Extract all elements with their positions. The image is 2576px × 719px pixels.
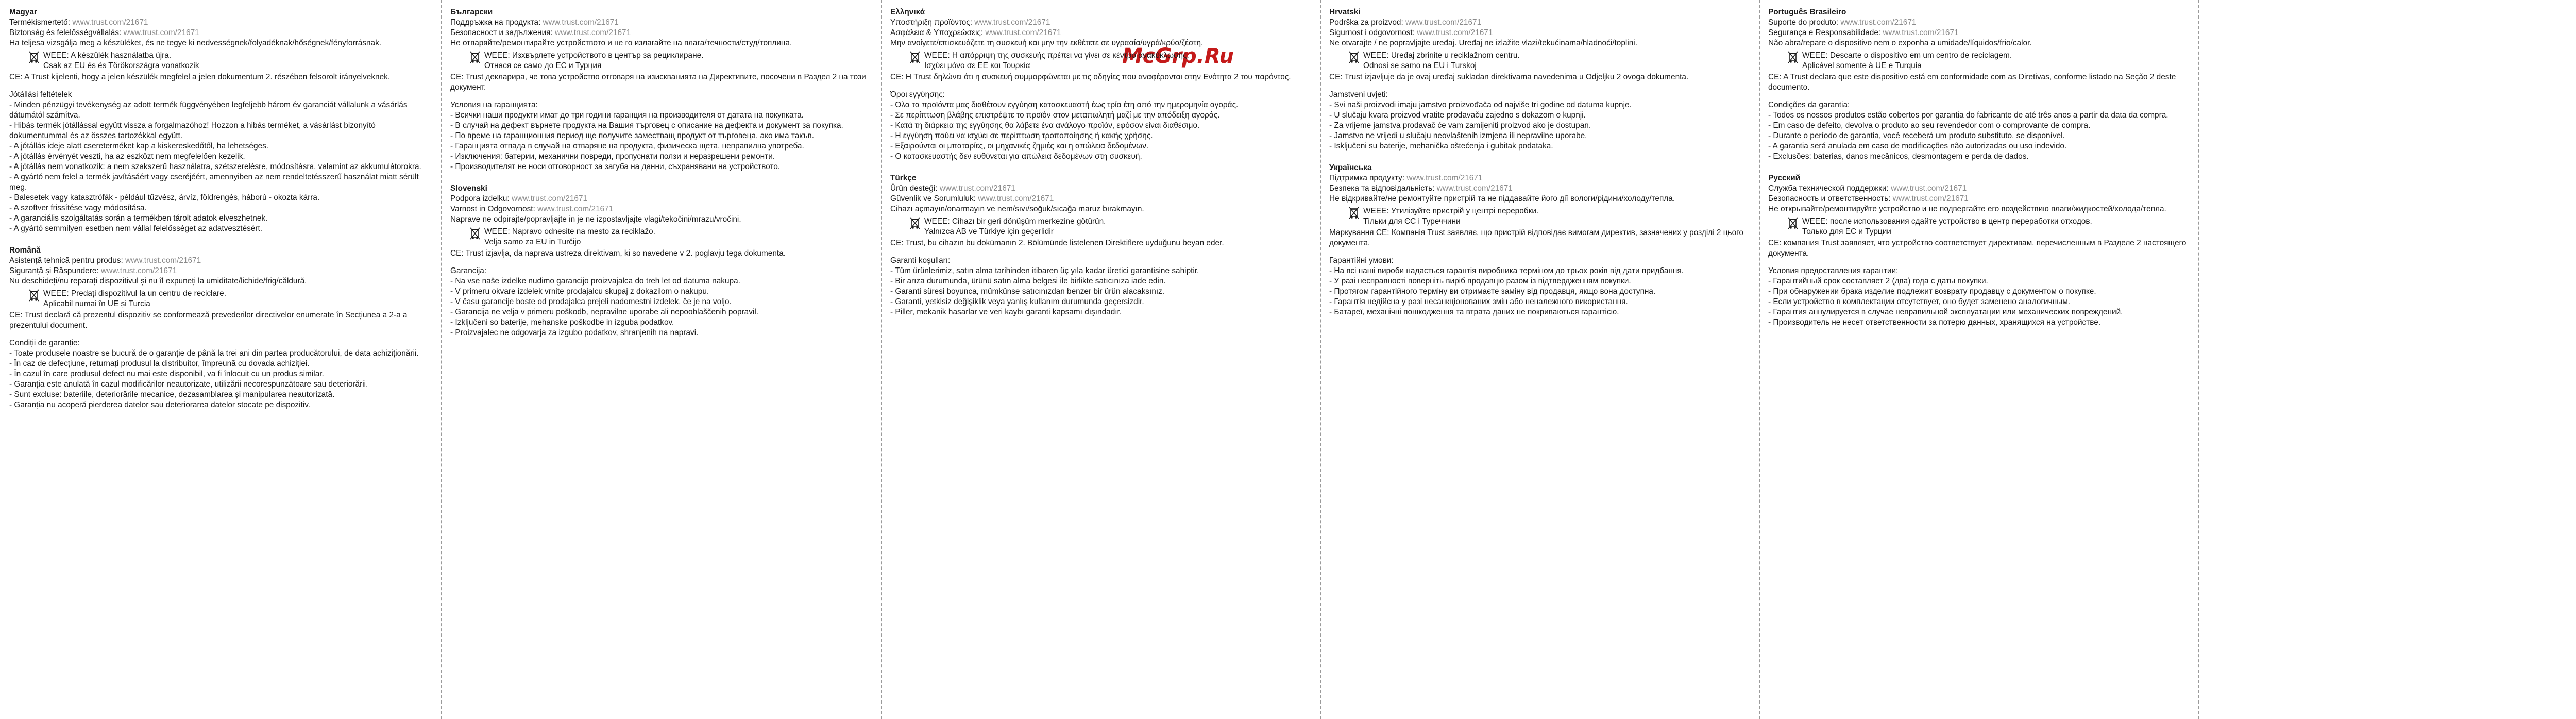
support-label: Suporte do produto: bbox=[1768, 18, 1839, 27]
support-label: Служба технической поддержки: bbox=[1768, 184, 1889, 193]
warranty-heading: Garancija: bbox=[450, 266, 487, 275]
weee-line: Csak az EU és és Törökországra vonatkozik bbox=[43, 61, 199, 70]
support-line bbox=[9, 28, 433, 38]
support-url: www.trust.com/21671 bbox=[985, 28, 1061, 37]
language-heading: Română bbox=[9, 246, 41, 255]
support-url: www.trust.com/21671 bbox=[1417, 28, 1493, 37]
weee-notice bbox=[1768, 216, 2190, 237]
weee-text bbox=[1363, 51, 1520, 71]
support-label: Ürün desteği: bbox=[890, 184, 938, 193]
warranty-item: - У разі несправності поверніть виріб продавцю разом із підтвердженням покупки. bbox=[1329, 277, 1631, 286]
support-line bbox=[1329, 28, 1751, 38]
warranty-item: - A garantia será anulada em caso de modificações não autorizadas ou uso indevido. bbox=[1768, 142, 2067, 151]
weee-notice bbox=[9, 51, 433, 71]
warranty-item: - În cazul în care produsul defect nu mai este disponibil, va fi înlocuit cu un produs similar. bbox=[9, 370, 324, 378]
weee-notice bbox=[890, 51, 1312, 71]
support-line bbox=[1329, 38, 1751, 48]
support-line bbox=[1768, 18, 2190, 28]
warranty-heading: Jamstveni uvjeti: bbox=[1329, 90, 1388, 99]
language-block bbox=[890, 173, 1312, 317]
support-label: Безопасность и ответственность: bbox=[1768, 194, 1891, 203]
crossed-out-wheelie-bin-icon bbox=[1348, 206, 1360, 220]
warranty-item: - Garancija ne velja v primeru poškodb, nepravilne uporabe ali nepooblaščenih popravil. bbox=[450, 308, 759, 316]
spacer bbox=[890, 250, 1312, 256]
crossed-out-wheelie-bin-icon bbox=[1348, 51, 1360, 64]
weee-text bbox=[43, 289, 226, 309]
support-url: www.trust.com/21671 bbox=[1436, 184, 1513, 193]
ce-statement: CE: Trust declară că prezentul dispozitiv se conformează prevederilor directivelor enumerate în Secțiunea a 2-a a prezentului document. bbox=[9, 311, 408, 330]
warranty-heading: Condições da garantia: bbox=[1768, 101, 1850, 109]
weee-notice bbox=[9, 289, 433, 309]
support-line bbox=[1329, 183, 1751, 194]
crossed-out-wheelie-bin-icon bbox=[28, 51, 40, 64]
support-line bbox=[450, 204, 873, 214]
warranty-item: - На всі наші вироби надається гарантія виробника терміном до трьох років від дати придбання. bbox=[1329, 266, 1684, 275]
language-heading: Українська bbox=[1329, 163, 1372, 172]
support-label: Не открывайте/ремонтируйте устройство и не подвергайте его воздействию влаги/жидкостей/холода/тепла. bbox=[1768, 205, 2166, 213]
column-pt-ru bbox=[1759, 0, 2198, 719]
warranty-item: - Svi naši proizvodi imaju jamstvo proizvođača od najviše tri godine od datuma kupnje. bbox=[1329, 101, 1632, 109]
warranty-item: - Протягом гарантійного терміну ви отримаєте заміну від продавця, якщо вона доступна. bbox=[1329, 287, 1656, 296]
weee-line: WEEE: Predați dispozitivul la un centru de reciclare. bbox=[43, 289, 226, 298]
support-url: www.trust.com/21671 bbox=[1883, 28, 1959, 37]
weee-line: Velja samo za EU in Turčijo bbox=[484, 238, 581, 246]
weee-notice bbox=[450, 227, 873, 247]
support-line bbox=[450, 38, 873, 48]
language-heading: Ελληνικά bbox=[890, 8, 925, 16]
support-url: www.trust.com/21671 bbox=[939, 184, 1015, 193]
warranty-heading: Условия предоставления гарантии: bbox=[1768, 266, 1899, 275]
support-label: Naprave ne odpirajte/popravljajte in je ne izpostavljajte vlagi/tekočini/mrazu/vročini. bbox=[450, 215, 741, 224]
warranty-item: - Гарантія недійсна у разі несанкціонованих змін або неналежного використання. bbox=[1329, 297, 1628, 306]
support-label: Безпека та відповідальність: bbox=[1329, 184, 1435, 193]
weee-text bbox=[484, 227, 655, 247]
support-label: Поддръжка на продукта: bbox=[450, 18, 541, 27]
spacer bbox=[890, 85, 1312, 90]
weee-notice bbox=[1768, 51, 2190, 71]
spacer bbox=[450, 95, 873, 100]
warranty-item: - Всички наши продукти имат до три години гаранция на производителя от датата на покупката. bbox=[450, 111, 804, 120]
weee-line: Odnosi se samo na EU i Turskoj bbox=[1363, 61, 1477, 70]
warranty-item: - V primeru okvare izdelek vrnite prodajalcu skupaj z dokazilom o nakupu. bbox=[450, 287, 709, 296]
warranty-item: - U slučaju kvara proizvod vratite prodavaču zajedno s dokazom o kupnji. bbox=[1329, 111, 1586, 120]
support-label: Asistență tehnică pentru produs: bbox=[9, 256, 123, 265]
support-url: www.trust.com/21671 bbox=[123, 28, 199, 37]
column-hu-ro bbox=[0, 0, 441, 719]
ce-statement: CE: компания Trust заявляет, что устройство соответствует директивам, перечисленным в Разделе 2 настоящего документа. bbox=[1768, 239, 2187, 258]
spacer bbox=[9, 333, 433, 338]
support-label: Ασφάλεια & Υποχρεώσεις: bbox=[890, 28, 984, 37]
support-label: Μην ανοίγετε/επισκευάζετε τη συσκευή και μην την εκθέτετε σε υγρασία/υγρά/κρύο/ζέστη. bbox=[890, 39, 1204, 47]
warranty-heading: Garanti koşulları: bbox=[890, 256, 951, 265]
warranty-item: - Производитель не несет ответственности за потерю данных, хранящихся на устройстве. bbox=[1768, 318, 2101, 327]
language-heading: Magyar bbox=[9, 8, 37, 16]
warranty-item: - A jótállás nem vonatkozik: a nem szakszerű használatra, szétszerelésre, módosításra, valamint az akkumulátorokra. bbox=[9, 162, 421, 171]
support-label: Segurança e Responsabilidade: bbox=[1768, 28, 1881, 37]
warranty-item: - A garanciális szolgáltatás során a termékben tárolt adatok elveszhetnek. bbox=[9, 214, 268, 223]
warranty-item: - Garanția nu acoperă pierderea datelor sau deteriorarea datelor stocate pe dispozitiv. bbox=[9, 400, 311, 409]
warranty-item: - Na vse naše izdelke nudimo garancijo proizvajalca do treh let od datuma nakupa. bbox=[450, 277, 740, 286]
support-url: www.trust.com/21671 bbox=[543, 18, 619, 27]
weee-text bbox=[924, 216, 1106, 237]
language-heading: Português Brasileiro bbox=[1768, 8, 1846, 16]
support-url: www.trust.com/21671 bbox=[511, 194, 588, 203]
warranty-heading: Гарантійні умови: bbox=[1329, 256, 1394, 265]
warranty-item: - Гарантия аннулируется в случае неправильной эксплуатации или механических повреждений. bbox=[1768, 308, 2123, 316]
language-heading: Hrvatski bbox=[1329, 8, 1361, 16]
support-label: Termékismertető: bbox=[9, 18, 71, 27]
support-line bbox=[1329, 173, 1751, 183]
support-line bbox=[450, 28, 873, 38]
warranty-item: - Exclusões: baterias, danos mecânicos, desmontagem e perda de dados. bbox=[1768, 152, 2029, 161]
warranty-item: - Производителят не носи отговорност за загуба на данни, съхранявани на устройството. bbox=[450, 162, 781, 171]
support-line bbox=[1768, 183, 2190, 194]
support-label: Biztonság és felelősségvállalás: bbox=[9, 28, 122, 37]
language-heading: Slovenski bbox=[450, 184, 487, 193]
weee-line: Aplicabil numai în UE și Turcia bbox=[43, 299, 150, 308]
warranty-item: - При обнаружении брака изделие подлежит возврату продавцу с документом о покупке. bbox=[1768, 287, 2096, 296]
weee-text bbox=[1802, 216, 2092, 237]
crossed-out-wheelie-bin-icon bbox=[909, 51, 921, 64]
spacer bbox=[1768, 95, 2190, 100]
weee-line: WEEE: Утилізуйте пристрій у центрі переробки. bbox=[1363, 207, 1539, 215]
language-block bbox=[1329, 7, 1751, 152]
warranty-item: - Η εγγύηση παύει να ισχύει σε περίπτωση τροποποίησης ή κακής χρήσης. bbox=[890, 131, 1153, 140]
warranty-heading: Όροι εγγύησης: bbox=[890, 90, 945, 99]
support-url: www.trust.com/21671 bbox=[1840, 18, 1917, 27]
support-url: www.trust.com/21671 bbox=[555, 28, 631, 37]
weee-line: WEEE: после использования сдайте устройство в центр переработки отходов. bbox=[1802, 217, 2092, 226]
support-line bbox=[1768, 194, 2190, 204]
warranty-item: - Bir arıza durumunda, ürünü satın alma belgesi ile birlikte satıcınıza iade edin. bbox=[890, 277, 1166, 286]
support-line bbox=[9, 266, 433, 276]
warranty-item: - Гарантийный срок составляет 2 (два) года с даты покупки. bbox=[1768, 277, 1988, 286]
language-block bbox=[450, 7, 873, 172]
language-heading: Русский bbox=[1768, 174, 1801, 182]
support-line bbox=[890, 194, 1312, 204]
warranty-item: - A jótállás érvényét veszti, ha az eszközt nem megfelelően kezelik. bbox=[9, 152, 245, 161]
language-block bbox=[450, 183, 873, 338]
weee-line: Ισχύει μόνο σε ΕΕ και Τουρκία bbox=[924, 61, 1030, 70]
warranty-item: - Todos os nossos produtos estão cobertos por garantia do fabricante de até três anos a partir da data da compra. bbox=[1768, 111, 2168, 120]
language-block bbox=[9, 245, 433, 410]
warranty-item: - Батареї, механічні пошкодження та втрата даних не покриваються гарантією. bbox=[1329, 308, 1619, 316]
weee-notice bbox=[1329, 51, 1751, 71]
support-line bbox=[450, 214, 873, 225]
support-line bbox=[890, 28, 1312, 38]
support-line bbox=[890, 204, 1312, 214]
language-block bbox=[1768, 7, 2190, 162]
ce-statement: CE: Trust, bu cihazın bu dokümanın 2. Bölümünde listelenen Direktiflere uyduğunu beyan eder. bbox=[890, 239, 1224, 247]
support-line bbox=[1329, 194, 1751, 204]
warranty-item: - A jótállás ideje alatt csereterméket kap a kiskereskedőtől, ha lehetséges. bbox=[9, 142, 269, 151]
warranty-item: - Ο κατασκευαστής δεν ευθύνεται για απώλεια δεδομένων στη συσκευή. bbox=[890, 152, 1142, 161]
weee-notice bbox=[890, 216, 1312, 237]
warranty-item: - Εξαιρούνται οι μπαταρίες, οι μηχανικές ζημιές και η απώλεια δεδομένων. bbox=[890, 142, 1149, 151]
crossed-out-wheelie-bin-icon bbox=[1787, 216, 1799, 230]
crossed-out-wheelie-bin-icon bbox=[28, 289, 40, 302]
weee-line: WEEE: Cihazı bir geri dönüşüm merkezine götürün. bbox=[924, 217, 1106, 226]
support-url: www.trust.com/21671 bbox=[1891, 184, 1967, 193]
support-line bbox=[1329, 18, 1751, 28]
warranty-heading: Condiții de garanție: bbox=[9, 339, 80, 347]
support-line bbox=[890, 183, 1312, 194]
ce-statement: CE: A Trust kijelenti, hogy a jelen készülék megfelel a jelen dokumentum 2. részében felsorolt irányelveknek. bbox=[9, 73, 391, 81]
support-line bbox=[1768, 28, 2190, 38]
warranty-item: - Hibás termék jótállással együtt vissza a forgalmazóhoz! Hozzon a hibás terméket, a vásárlást bizonyító dokumentummal és az összes tartozékkal együtt. bbox=[9, 121, 376, 140]
warranty-item: - Garanția este anulată în cazul modificărilor neautorizate, utilizării necorespunzătoare sau deteriorării. bbox=[9, 380, 368, 389]
support-label: Не відкривайте/не ремонтуйте пристрій та не піддавайте його дії вологи/рідини/холоду/тепла. bbox=[1329, 194, 1675, 203]
support-url: www.trust.com/21671 bbox=[1892, 194, 1969, 203]
warranty-item: - По време на гаранционния период ще получите заместващ продукт от търговеца, ако има такъв. bbox=[450, 131, 815, 140]
warranty-item: - Гаранцията отпада в случай на отваряне на продукта, физическа щета, неправилна употреба. bbox=[450, 142, 804, 151]
support-label: Güvenlik ve Sorumluluk: bbox=[890, 194, 976, 203]
warranty-item: - A szoftver frissítése vagy módosítása. bbox=[9, 204, 147, 212]
support-label: Sigurnost i odgovornost: bbox=[1329, 28, 1415, 37]
crossed-out-wheelie-bin-icon bbox=[469, 51, 481, 64]
support-label: Cihazı açmayın/onarmayın ve nem/sıvı/soğuk/sıcağa maruz bırakmayın. bbox=[890, 205, 1144, 213]
spacer bbox=[9, 85, 433, 90]
warranty-item: - A gyártó nem felel a termék javításáért vagy cseréjéért, amennyiben az nem rendeltetésszerű használat miatt sérült meg. bbox=[9, 173, 419, 192]
weee-text bbox=[924, 51, 1189, 71]
spacer bbox=[450, 261, 873, 266]
support-url: www.trust.com/21671 bbox=[537, 205, 614, 213]
warranty-item: - Durante o período de garantia, você receberá um produto substituto, se disponível. bbox=[1768, 131, 2065, 140]
weee-text bbox=[1802, 51, 2012, 71]
support-line bbox=[890, 38, 1312, 48]
warranty-item: - Za vrijeme jamstva prodavač će vam zamijeniti proizvod ako je dostupan. bbox=[1329, 121, 1591, 130]
weee-line: Только для ЕС и Турции bbox=[1802, 227, 1891, 236]
support-label: Não abra/repare o dispositivo nem o exponha a umidade/líquidos/frio/calor. bbox=[1768, 39, 2032, 47]
weee-notice bbox=[1329, 206, 1751, 227]
warranty-item: - Tüm ürünlerimiz, satın alma tarihinden itibaren üç yıla kadar üretici garantisine sahiptir. bbox=[890, 266, 1199, 275]
support-url: www.trust.com/21671 bbox=[125, 256, 201, 265]
spacer bbox=[1329, 85, 1751, 90]
column-hr-uk bbox=[1320, 0, 1759, 719]
crossed-out-wheelie-bin-icon bbox=[469, 227, 481, 240]
language-heading: Türkçe bbox=[890, 174, 917, 182]
support-line bbox=[1768, 204, 2190, 214]
weee-line: WEEE: Descarte o dispositivo em um centro de reciclagem. bbox=[1802, 51, 2012, 60]
warranty-item: - Изключения: батерии, механични повреди, пропуснати ползи и неразрешени ремонти. bbox=[450, 152, 775, 161]
ce-statement: CE: Trust декларира, че това устройство отговаря на изискванията на Директивите, посочени в Раздел 2 на този документ. bbox=[450, 73, 866, 92]
warranty-item: - Em caso de defeito, devolva o produto ao seu revendedor com o comprovante de compra. bbox=[1768, 121, 2091, 130]
column-divider bbox=[2198, 0, 2199, 719]
language-block bbox=[9, 7, 433, 234]
support-label: Siguranță și Răspundere: bbox=[9, 266, 99, 275]
warranty-item: - A gyártó semmilyen esetben nem vállal felelősséget az adatvesztésért. bbox=[9, 224, 263, 233]
support-label: Ne otvarajte / ne popravljajte uređaj. Uređaj ne izlažite vlazi/tekućinama/hladnoći/toplini. bbox=[1329, 39, 1637, 47]
warranty-item: - Garanti, yetkisiz değişiklik veya yanlış kullanım durumunda geçersizdir. bbox=[890, 297, 1144, 306]
warranty-item: - Garanti süresi boyunca, mümkünse satıcınızdan benzer bir ürün alacaksınız. bbox=[890, 287, 1165, 296]
weee-text bbox=[484, 51, 703, 71]
ce-statement: CE: Trust izjavlja, da naprava ustreza direktivam, ki so navedene v 2. poglavju tega dokumenta. bbox=[450, 249, 786, 258]
support-label: Varnost in Odgovornost: bbox=[450, 205, 535, 213]
language-block bbox=[1768, 173, 2190, 328]
weee-line: WEEE: A készülék használatba újra. bbox=[43, 51, 172, 60]
support-label: Podpora izdelku: bbox=[450, 194, 510, 203]
weee-line: Yalnızca AB ve Türkiye için geçerlidir bbox=[924, 227, 1054, 236]
support-line bbox=[890, 18, 1312, 28]
warranty-item: - Если устройство в комплектации отсутствует, оно будет заменено аналогичным. bbox=[1768, 297, 2071, 306]
support-url: www.trust.com/21671 bbox=[72, 18, 148, 27]
column-el-tr bbox=[881, 0, 1320, 719]
warranty-item: - Isključeni su baterije, mehanička oštećenja i gubitak podataka. bbox=[1329, 142, 1553, 151]
support-line bbox=[9, 18, 433, 28]
warranty-item: - În caz de defecțiune, returnați produsul la distribuitor, împreună cu dovada achiziției. bbox=[9, 359, 310, 368]
weee-line: WEEE: Изхвърлете устройството в център за рециклиране. bbox=[484, 51, 704, 60]
support-line bbox=[9, 256, 433, 266]
support-url: www.trust.com/21671 bbox=[974, 18, 1050, 27]
weee-notice bbox=[450, 51, 873, 71]
language-block bbox=[1329, 163, 1751, 317]
warranty-item: - Sunt excluse: bateriile, deteriorările mecanice, dezasamblarea și manipularea neautorizată. bbox=[9, 390, 335, 399]
ce-statement: Маркування CE: Компанія Trust заявляє, що пристрій відповідає вимогам директив, зазначених у розділі 2 цього документа. bbox=[1329, 228, 1743, 247]
warranty-item: - Izključeni so baterije, mehanske poškodbe in izguba podatkov. bbox=[450, 318, 674, 327]
support-label: Не отваряйте/ремонтирайте устройството и не го излагайте на влага/течности/студ/топлина. bbox=[450, 39, 792, 47]
warranty-heading: Условия на гаранцията: bbox=[450, 101, 538, 109]
spacer bbox=[1329, 250, 1751, 256]
weee-line: WEEE: Napravo odnesite na mesto za reciklažo. bbox=[484, 227, 655, 236]
language-block bbox=[890, 7, 1312, 162]
ce-statement: CE: Η Trust δηλώνει ότι η συσκευή συμμορφώνεται με τις οδηγίες που αναφέρονται στην Ενότητα 2 του παρόντος. bbox=[890, 73, 1291, 81]
warranty-item: - Όλα τα προϊόντα μας διαθέτουν εγγύηση κατασκευαστή έως τρία έτη από την ημερομηνία αγοράς. bbox=[890, 101, 1239, 109]
support-label: Nu deschideți/nu reparați dispozitivul și nu îl expuneți la umiditate/lichide/frig/căldură. bbox=[9, 277, 307, 286]
support-label: Підтримка продукту: bbox=[1329, 174, 1405, 182]
crossed-out-wheelie-bin-icon bbox=[909, 216, 921, 230]
support-url: www.trust.com/21671 bbox=[100, 266, 177, 275]
weee-line: WEEE: Η απόρριψη της συσκευής πρέπει να γίνει σε κέντρο ανακύκλωσης. bbox=[924, 51, 1189, 60]
warranty-heading: Jótállási feltételek bbox=[9, 90, 72, 99]
column-bg-sl bbox=[441, 0, 881, 719]
support-line bbox=[1768, 38, 2190, 48]
support-label: Υποστήριξη προϊόντος: bbox=[890, 18, 972, 27]
warranty-item: - Minden pénzügyi tevékenység az adott termék függvényében legfeljebb három év garanciát vállalunk a vásárlás dátumától számítva. bbox=[9, 101, 408, 120]
weee-text bbox=[43, 51, 199, 71]
support-line bbox=[9, 38, 433, 48]
language-heading: Български bbox=[450, 8, 493, 16]
weee-line: WEEE: Uređaj zbrinite u reciklažnom centru. bbox=[1363, 51, 1520, 60]
support-url: www.trust.com/21671 bbox=[1405, 18, 1482, 27]
support-label: Безопасност и задължения: bbox=[450, 28, 553, 37]
warranty-item: - В случай на дефект върнете продукта на Вашия търговец с описание на дефекта и документ за покупка. bbox=[450, 121, 843, 130]
weee-line: Aplicável somente à UE e Turquia bbox=[1802, 61, 1922, 70]
support-url: www.trust.com/21671 bbox=[978, 194, 1054, 203]
warranty-item: - Toate produsele noastre se bucură de o garanție de până la trei ani din partea producătorului, de data achiziționării. bbox=[9, 349, 419, 358]
warranty-item: - Piller, mekanik hasarlar ve veri kaybı garanti kapsamı dışındadır. bbox=[890, 308, 1122, 316]
support-line bbox=[450, 194, 873, 204]
weee-text bbox=[1363, 206, 1538, 227]
warranty-item: - Jamstvo ne vrijedi u slučaju neovlaštenih izmjena ili nepravilne uporabe. bbox=[1329, 131, 1587, 140]
warranty-item: - V času garancije boste od prodajalca prejeli nadomestni izdelek, če je na voljo. bbox=[450, 297, 732, 306]
support-url: www.trust.com/21671 bbox=[1406, 174, 1483, 182]
support-label: Podrška za proizvod: bbox=[1329, 18, 1403, 27]
warranty-item: - Balesetek vagy katasztrófák - például tűzvész, árvíz, földrengés, háború - okozta kárra. bbox=[9, 193, 320, 202]
support-label: Ha teljesa vizsgálja meg a készüléket, és ne tegye ki nedvességnek/folyadéknak/hőségnek/fényforrásnak. bbox=[9, 39, 382, 47]
watermark: McGrp.Ru bbox=[1122, 44, 1234, 68]
weee-line: Тільки для ЄС і Туреччини bbox=[1363, 217, 1461, 226]
warranty-item: - Κατά τη διάρκεια της εγγύησης θα λάβετε ένα ανάλογο προϊόν, εφόσον είναι διαθέσιμο. bbox=[890, 121, 1200, 130]
weee-line: Отнася се само до ЕС и Турция bbox=[484, 61, 602, 70]
warranty-item: - Σε περίπτωση βλάβης επιστρέψτε το προϊόν στον μεταπωλητή μαζί με την απόδειξη αγοράς. bbox=[890, 111, 1220, 120]
support-line bbox=[9, 276, 433, 287]
spacer bbox=[1768, 261, 2190, 266]
ce-statement: CE: A Trust declara que este dispositivo está em conformidade com as Diretivas, conforme listado na Seção 2 deste documento. bbox=[1768, 73, 2176, 92]
warranty-item: - Proizvajalec ne odgovarja za izgubo podatkov, shranjenih na napravi. bbox=[450, 328, 699, 337]
support-line bbox=[450, 18, 873, 28]
ce-statement: CE: Trust izjavljuje da je ovaj uređaj sukladan direktivama navedenima u Odjeljku 2 ovoga dokumenta. bbox=[1329, 73, 1689, 81]
crossed-out-wheelie-bin-icon bbox=[1787, 51, 1799, 64]
